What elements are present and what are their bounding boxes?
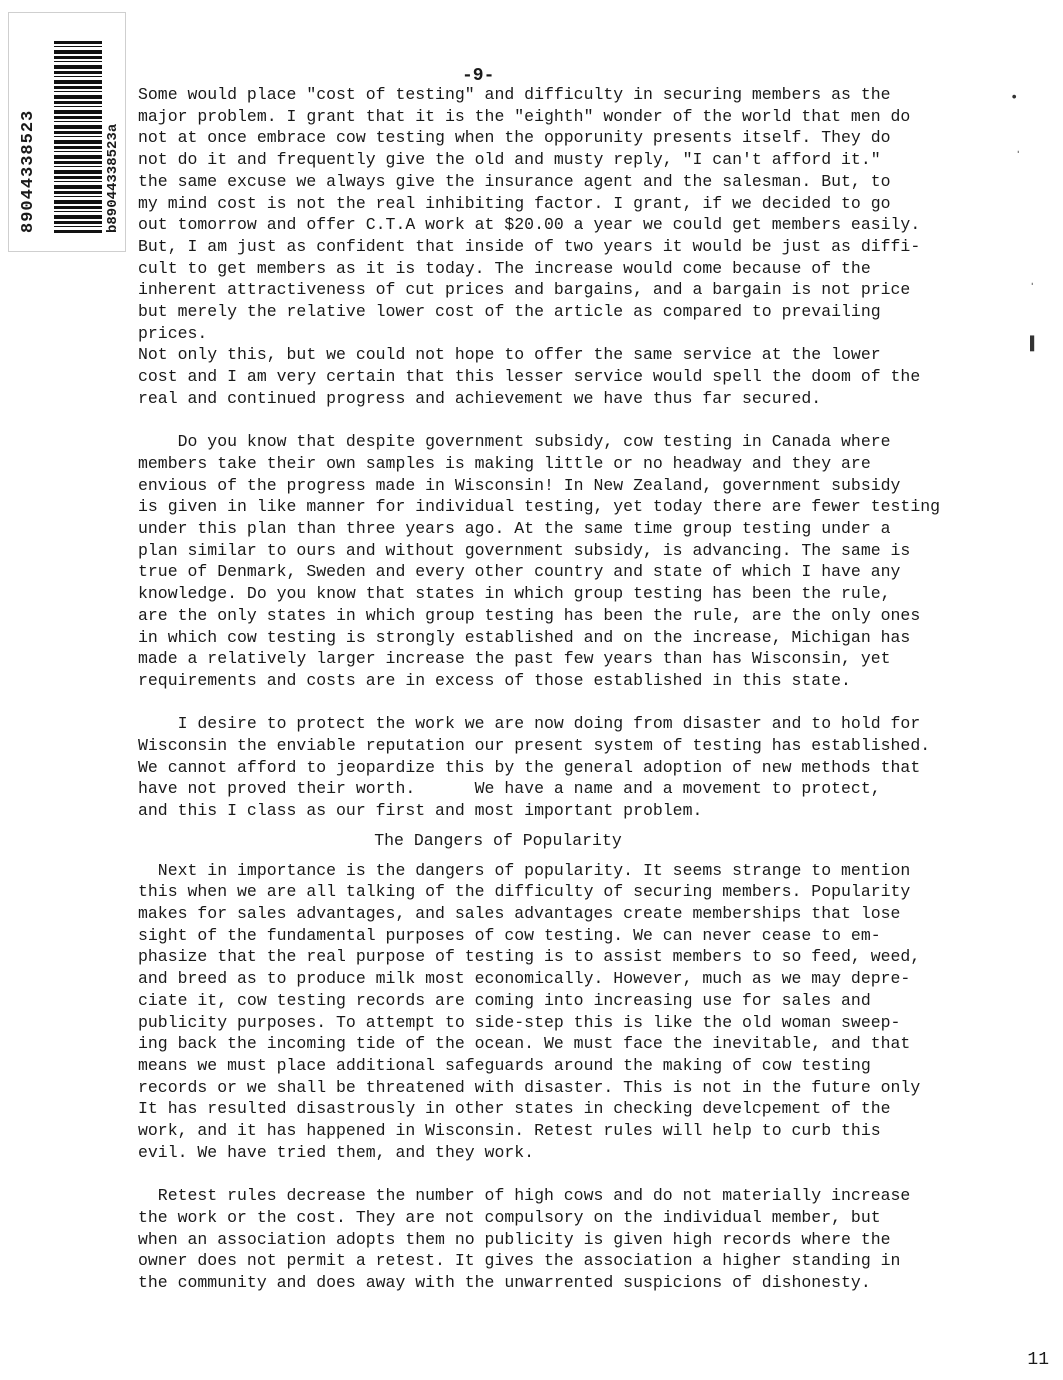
barcode-label xyxy=(8,12,126,252)
text-line: requirements and costs are in excess of those established in this state. xyxy=(138,670,851,690)
paragraph xyxy=(138,344,998,409)
barcode-number-right: b89044338523a xyxy=(105,123,121,233)
text-line: knowledge. Do you know that states in which group testing has been the rule, xyxy=(138,584,891,604)
text-line: sight of the fundamental purposes of cow testing. We can never cease to em- xyxy=(138,925,881,945)
text-line: Not only this, but we could not hope to offer the same service at the lower xyxy=(138,345,881,365)
text-line: evil. We have tried them, and they work. xyxy=(138,1142,535,1162)
text-line: ing back the incoming tide of the ocean. We must face the inevitable, and that xyxy=(138,1034,911,1054)
document-body xyxy=(138,84,998,1294)
margin-tick-icon: ˈ xyxy=(1028,282,1037,298)
text-line: makes for sales advantages, and sales advantages create memberships that lose xyxy=(138,903,901,923)
text-line: are the only states in which group testing has been the rule, are the only ones xyxy=(138,605,921,625)
text-line: not at once embrace cow testing when the opporunity presents itself. They do xyxy=(138,128,891,148)
text-line: not do it and frequently give the old and musty reply, "I can't afford it." xyxy=(138,150,881,170)
paragraph-gap xyxy=(138,410,998,432)
text-line: and this I class as our first and most important problem. xyxy=(138,801,703,821)
text-line: cost and I am very certain that this lesser service would spell the doom of the xyxy=(138,367,921,387)
text-line: inherent attractiveness of cut prices and bargains, and a bargain is not price xyxy=(138,280,911,300)
text-line: envious of the progress made in Wisconsin! In New Zealand, government subsidy xyxy=(138,475,901,495)
section-heading: The Dangers of Popularity xyxy=(374,830,622,850)
paragraph xyxy=(138,860,998,1164)
text-line: this when we are all talking of the difficulty of securing members. Popularity xyxy=(138,882,911,902)
corner-mark: 11 xyxy=(1027,1350,1049,1370)
text-line: cult to get members as it is today. The increase would come because of the xyxy=(138,258,871,278)
text-line: It has resulted disastrously in other states in checking develcpement of the xyxy=(138,1099,891,1119)
paragraph xyxy=(138,713,998,822)
text-line: is given in like manner for individual testing, yet today there are fewer testing xyxy=(138,497,941,517)
text-line: I desire to protect the work we are now doing from disaster and to hold for xyxy=(138,714,921,734)
paragraph-gap xyxy=(138,1163,998,1185)
barcode-number-left: 89044338523 xyxy=(19,109,38,233)
text-line: made a relatively larger increase the past few years than has Wisconsin, yet xyxy=(138,649,891,669)
text-line: Do you know that despite government subsidy, cow testing in Canada where xyxy=(138,432,891,452)
page-number: -9- xyxy=(462,66,495,86)
text-line: But, I am just as confident that inside of two years it would be just as diffi- xyxy=(138,236,921,256)
text-line: major problem. I grant that it is the "eighth" wonder of the world that men do xyxy=(138,106,911,126)
text-line: the work or the cost. They are not compulsory on the individual member, but xyxy=(138,1207,881,1227)
text-line: in which cow testing is strongly established and on the increase, Michigan has xyxy=(138,627,911,647)
text-line: publicity purposes. To attempt to side-step this is like the old woman sweep- xyxy=(138,1012,901,1032)
paragraph xyxy=(138,1185,998,1294)
text-line: my mind cost is not the real inhibiting factor. I grant, if we decided to go xyxy=(138,193,891,213)
text-line: ciate it, cow testing records are coming into increasing use for sales and xyxy=(138,990,871,1010)
margin-tick-icon: ˈ xyxy=(1014,150,1023,166)
text-line: the community and does away with the unwarrented suspicions of dishonesty. xyxy=(138,1272,871,1292)
text-line: phasize that the real purpose of testing is to assist members to so feed, weed, xyxy=(138,947,921,967)
barcode-icon xyxy=(54,41,102,233)
text-line: true of Denmark, Sweden and every other country and state of which I have any xyxy=(138,562,901,582)
text-line: records or we shall be threatened with disaster. This is not in the future only xyxy=(138,1077,921,1097)
text-line: have not proved their worth. We have a name and a movement to protect, xyxy=(138,779,881,799)
text-line: plan similar to ours and without government subsidy, is advancing. The same is xyxy=(138,540,911,560)
paragraph xyxy=(138,431,998,691)
text-line: Retest rules decrease the number of high cows and do not materially increase xyxy=(138,1186,911,1206)
text-line: Next in importance is the dangers of popularity. It seems strange to mention xyxy=(138,860,911,880)
text-line: owner does not permit a retest. It gives the association a higher standing in xyxy=(138,1251,901,1271)
text-line: the same excuse we always give the insurance agent and the salesman. But, to xyxy=(138,171,891,191)
paragraph-gap xyxy=(138,692,998,714)
text-line: under this plan than three years ago. At the same time group testing under a xyxy=(138,519,891,539)
margin-bar-icon: ▌ xyxy=(1030,336,1039,352)
text-line: work, and it has happened in Wisconsin. Retest rules will help to curb this xyxy=(138,1121,881,1141)
paragraph xyxy=(138,84,998,344)
text-line: We cannot afford to jeopardize this by the general adoption of new methods that xyxy=(138,757,921,777)
text-line: but merely the relative lower cost of the article as compared to prevailing xyxy=(138,302,881,322)
text-line: Wisconsin the enviable reputation our present system of testing has established. xyxy=(138,736,931,756)
text-line: when an association adopts them no publicity is given high records where the xyxy=(138,1229,891,1249)
text-line: means we must place additional safeguards around the making of cow testing xyxy=(138,1055,871,1075)
margin-dot-icon: • xyxy=(1010,90,1019,106)
text-line: out tomorrow and offer C.T.A work at $20.00 a year we could get members easily. xyxy=(138,215,921,235)
text-line: members take their own samples is making little or no headway and they are xyxy=(138,453,871,473)
text-line: and breed as to produce milk most economically. However, much as we may depre- xyxy=(138,969,911,989)
text-line: real and continued progress and achievement we have thus far secured. xyxy=(138,388,822,408)
text-line: prices. xyxy=(138,323,208,343)
text-line: Some would place "cost of testing" and difficulty in securing members as the xyxy=(138,85,891,104)
